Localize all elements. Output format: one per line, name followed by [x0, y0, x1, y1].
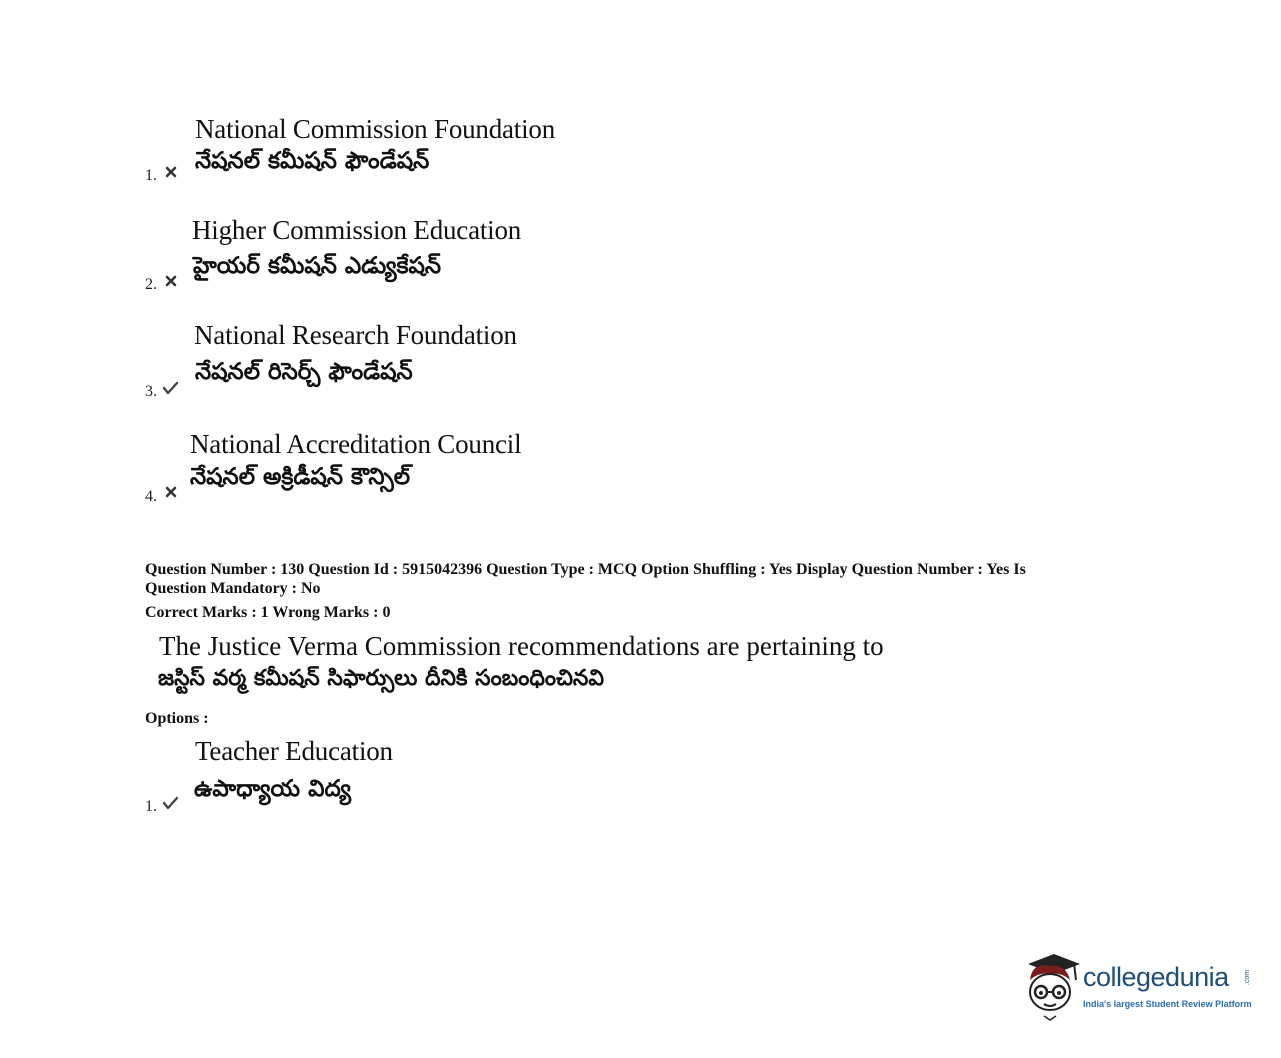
logo-tagline: India's largest Student Review Platform: [1083, 999, 1252, 1009]
option-3-number: 3.: [145, 383, 157, 400]
collegedunia-logo: [1020, 950, 1260, 1022]
question-text-telugu: జస్టిస్ వర్మ కమీషన్ సిఫార్సులు దీనికి సంబంధించినవి: [158, 666, 605, 691]
current-option-1-english: Teacher Education: [195, 736, 393, 766]
cross-icon: [164, 274, 178, 288]
option-2-telugu: హైయర్ కమీషన్ ఎడ్యుకేషన్: [193, 253, 442, 279]
question-marks: Correct Marks : 1 Wrong Marks : 0: [145, 604, 391, 621]
option-4-number: 4.: [145, 488, 157, 505]
logo-wordmark: collegedunia: [1083, 962, 1229, 992]
option-1-telugu: నేషనల్ కమీషన్ ఫౌండేషన్: [195, 148, 430, 174]
check-icon: [162, 381, 179, 395]
options-label: Options :: [145, 710, 209, 727]
option-2-english: Higher Commission Education: [192, 215, 522, 245]
option-1-number: 1.: [145, 167, 157, 184]
option-3-telugu: నేషనల్ రిసెర్చ్ ఫౌండేషన్: [195, 359, 413, 385]
question-meta-line-2: Question Mandatory : No: [145, 580, 321, 597]
option-2-number: 2.: [145, 276, 157, 293]
question-text-english: The Justice Verma Commission recommendations are pertaining to: [159, 631, 884, 661]
option-4-english: National Accreditation Council: [190, 429, 522, 459]
current-option-1-number: 1.: [145, 798, 157, 815]
current-option-1-telugu: ఉపాధ్యాయ విద్య: [194, 776, 352, 802]
option-3-english: National Research Foundation: [194, 320, 517, 350]
option-1-english: National Commission Foundation: [195, 114, 556, 144]
option-4-telugu: నేషనల్ అక్రిడీషన్ కౌన్సిల్: [190, 464, 411, 490]
check-icon: [162, 796, 179, 810]
mascot-icon: [1020, 950, 1082, 1022]
cross-icon: [164, 485, 178, 499]
cross-icon: [164, 165, 178, 179]
logo-suffix: .com: [1244, 969, 1252, 986]
question-meta-line-1: Question Number : 130 Question Id : 5915042396 Question Type : MCQ Option Shuffling : Yes Display Question Number : Yes Is: [145, 561, 1026, 578]
